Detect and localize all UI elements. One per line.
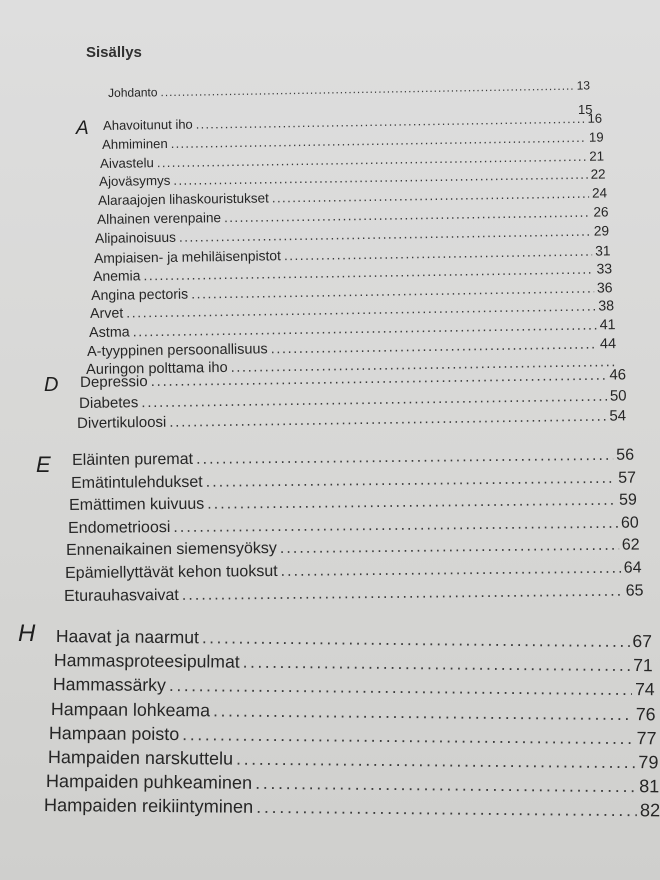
dot-leader [207,492,616,514]
toc-entry-label: Diabetes [78,393,138,412]
toc-entry-label: Ahmiminen [101,135,168,152]
toc-entry-label: Ajoväsymys [99,173,171,190]
toc-page-number: 41 [599,316,616,334]
toc-entry-label: Hampaiden reikiintyminen [43,795,254,818]
toc-entry [103,111,602,133]
toc-entry-label: Hampaiden puhkeaminen [45,771,253,793]
toc-entry [95,223,609,246]
toc-entry-label: Ampiaisen- ja mehiläisenpistot [93,246,281,266]
toc-entry-label: Hampaan lohkeama [50,698,211,720]
toc-page-number: 16 [587,110,603,126]
toc-entry-label: Emätintulehdukset [70,473,203,492]
toc-page-number: 19 [588,129,604,145]
toc-entry [52,674,654,700]
toc-entry-label: A-tyyppinen persoonallisuus [87,340,269,360]
toc-entry-label: Anemia [92,267,141,285]
dot-leader [243,652,631,676]
dot-leader [160,79,573,99]
dot-leader [202,627,630,652]
dot-leader [191,280,594,302]
section-letter: E [36,452,51,477]
toc-entry [44,795,660,821]
dot-leader [170,130,586,151]
toc-entry [108,78,590,100]
toc-page-number: 54 [609,407,627,425]
dot-leader [168,675,631,700]
toc-entry [49,723,657,749]
toc-entry-label: Arvet [90,305,124,322]
toc-page-number: 26 [592,204,609,220]
toc-page-number: 65 [625,582,644,600]
toc-page-number: 15 [578,102,593,117]
toc-entry-label: Angina pectoris [91,285,189,304]
toc-entry-label: Hammassärky [52,674,166,696]
toc-page-number: 71 [633,655,654,676]
toc-page-number: 44 [600,335,617,352]
dot-leader [271,186,589,206]
dot-leader [181,582,622,604]
toc-page-number: 76 [635,703,656,724]
toc-page-number: 82 [639,800,660,821]
toc-entry-label: Haavat ja naarmut [55,626,199,648]
toc-entry-label: Divertikuloosi [77,413,167,432]
toc-entry-label: Epämiellyttävät kehon tuoksut [65,562,278,582]
dot-leader [173,515,618,537]
toc-page-number: 56 [616,446,635,464]
toc-entry [71,469,636,492]
section-letter: D [44,374,59,396]
toc-entry-label: Eturauhasvaivat [63,586,179,605]
toc-entry-label: Hampaiden narskuttelu [47,747,233,769]
dot-leader [284,242,593,263]
toc-page-number: 64 [623,559,642,577]
toc-entry [56,626,652,652]
dot-leader [196,447,613,469]
toc-page-number: 77 [636,727,657,749]
dot-leader [157,148,587,169]
toc-entry [51,699,656,725]
toc-entry [102,129,604,151]
toc-page-number: 21 [589,148,605,164]
toc-entry-label: Hammasproteesipulmat [54,650,241,672]
dot-leader [213,700,633,725]
toc-entry [47,747,658,773]
toc-entry-label: Astma [88,324,130,341]
toc-entry [64,582,644,606]
toc-page-number: 13 [576,78,591,93]
toc-entry [69,492,637,515]
toc-entry-label: Aivastelu [100,154,155,171]
toc-entry-label: Ahavoitunut iho [103,116,193,133]
toc-entry [68,514,639,537]
toc-entry [77,407,626,432]
toc-page-number: 38 [598,298,615,315]
toc-page-number: 33 [596,260,612,277]
dot-leader [223,205,590,225]
toc-page-number: 62 [622,536,641,555]
toc-entry-label: Hampaan poisto [49,722,180,744]
toc-page-number: 24 [591,185,607,201]
section-letter: A [76,118,89,139]
toc-entry-label: Emättimen kuivuus [69,495,205,515]
toc-page-number: 59 [619,491,638,509]
toc-page-number: 31 [594,241,611,259]
toc-page-number: 29 [593,223,610,239]
toc-entry [46,771,660,797]
toc-entry-label: Endometrioosi [67,518,171,537]
toc-page-number: 36 [597,279,613,296]
dot-leader [169,408,606,431]
toc-page-number: 67 [632,631,652,652]
dot-leader [179,223,591,244]
dot-leader [182,724,634,749]
toc-entry-label: Alaraajojen lihaskouristukset [97,190,269,209]
toc-page-number: 74 [634,679,655,700]
dot-leader [281,560,621,581]
toc-entry-label: Johdanto [108,85,158,100]
dot-leader [235,749,635,773]
toc-page-number: 22 [590,166,606,183]
toc-entry [66,537,640,561]
toc-page-number: 81 [638,776,660,797]
dot-leader [255,773,636,797]
toc-page-number: 46 [609,366,627,384]
toc-page-number: 79 [637,752,658,773]
toc-entry-label: Alipainoisuus [95,229,177,246]
dot-leader [256,797,637,821]
toc-page-number: 50 [609,386,627,405]
toc-entry [54,650,653,676]
toc-entry-label: Depressio [80,373,148,391]
dot-leader [196,111,585,132]
toc-entry [72,447,634,470]
dot-leader [280,537,619,558]
dot-leader [141,387,607,410]
dot-leader [205,469,615,491]
toc-entry-label: Auringon polttama iho [86,360,228,379]
page-title: Sisällys [86,44,142,61]
toc-page-number: 60 [620,514,639,532]
dot-leader [173,167,588,188]
section-letter: H [18,620,36,647]
dot-leader [271,336,598,357]
toc-entry-label: Ennenaikainen siemensyöksy [66,540,278,560]
toc-entry-label: Alhainen verenpaine [96,210,221,227]
toc-entry [65,559,642,583]
toc-entry-label: Eläinten puremat [72,450,194,469]
toc-page-number: 57 [617,469,636,487]
